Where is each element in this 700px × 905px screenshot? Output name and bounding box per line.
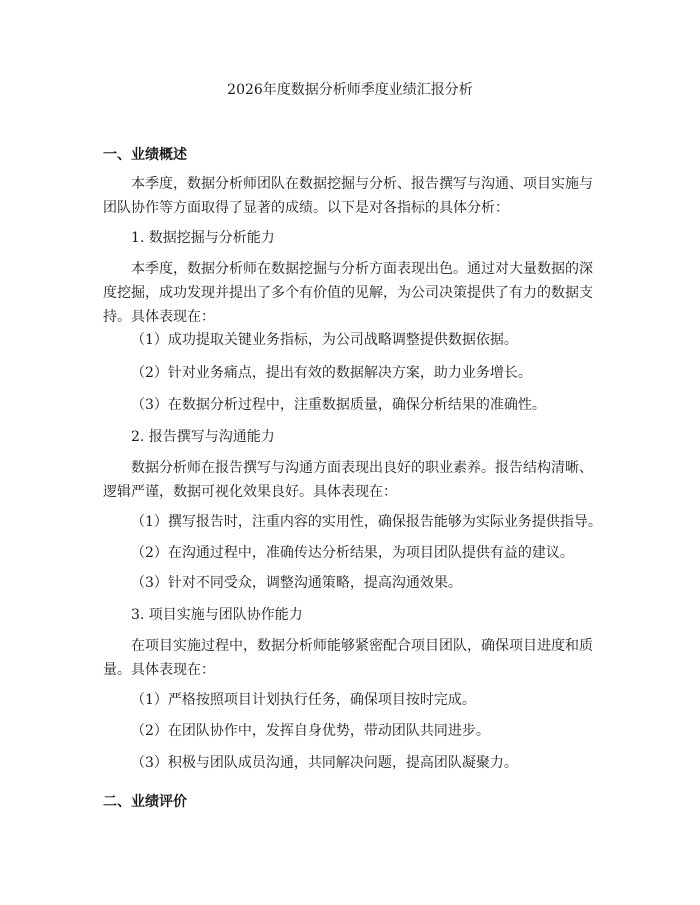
reporting-paragraph: 数据分析师在报告撰写与沟通方面表现出良好的职业素养。报告结构清晰、逻辑严谨，数据可视化效果良好。具体表现在： [103, 460, 593, 500]
overview-intro-paragraph: 本季度，数据分析师团队在数据挖掘与分析、报告撰写与沟通、项目实施与团队协作等方面取得了显著的成绩。以下是对各指标的具体分析： [103, 176, 593, 216]
document-title: 2026年度数据分析师季度业绩汇报分析 [227, 82, 473, 98]
project-teamwork-item-1: （1）严格按照项目计划执行任务，确保项目按时完成。 [131, 692, 476, 708]
section-heading-evaluation: 二、业绩评价 [103, 794, 187, 810]
reporting-item-3: （3）针对不同受众，调整沟通策略，提高沟通效果。 [131, 575, 462, 591]
project-teamwork-item-2: （2）在团队协作中，发挥自身优势，带动团队共同进步。 [131, 723, 490, 739]
section-heading-overview: 一、业绩概述 [103, 147, 187, 163]
data-mining-item-3: （3）在数据分析过程中，注重数据质量，确保分析结果的准确性。 [131, 397, 546, 413]
data-mining-paragraph: 本季度，数据分析师在数据挖掘与分析方面表现出色。通过对大量数据的深度挖掘，成功发现并提出了多个有价值的见解，为公司决策提供了有力的数据支持。具体表现在： [103, 261, 593, 325]
reporting-item-2: （2）在沟通过程中，准确传达分析结果，为项目团队提供有益的建议。 [131, 545, 574, 561]
project-teamwork-paragraph: 在项目实施过程中，数据分析师能够紧密配合项目团队，确保项目进度和质量。具体表现在： [103, 638, 593, 678]
data-mining-item-1: （1）成功提取关键业务指标，为公司战略调整提供数据依据。 [131, 332, 518, 348]
subsection-title-reporting: 2. 报告撰写与沟通能力 [131, 429, 275, 445]
data-mining-item-2: （2）针对业务痛点，提出有效的数据解决方案，助力业务增长。 [131, 365, 532, 381]
subsection-title-data-mining: 1. 数据挖掘与分析能力 [131, 230, 275, 246]
subsection-title-project-teamwork: 3. 项目实施与团队协作能力 [131, 607, 303, 623]
project-teamwork-item-3: （3）积极与团队成员沟通，共同解决问题，提高团队凝聚力。 [131, 755, 518, 771]
reporting-item-1: （1）撰写报告时，注重内容的实用性，确保报告能够为实际业务提供指导。 [131, 514, 602, 530]
